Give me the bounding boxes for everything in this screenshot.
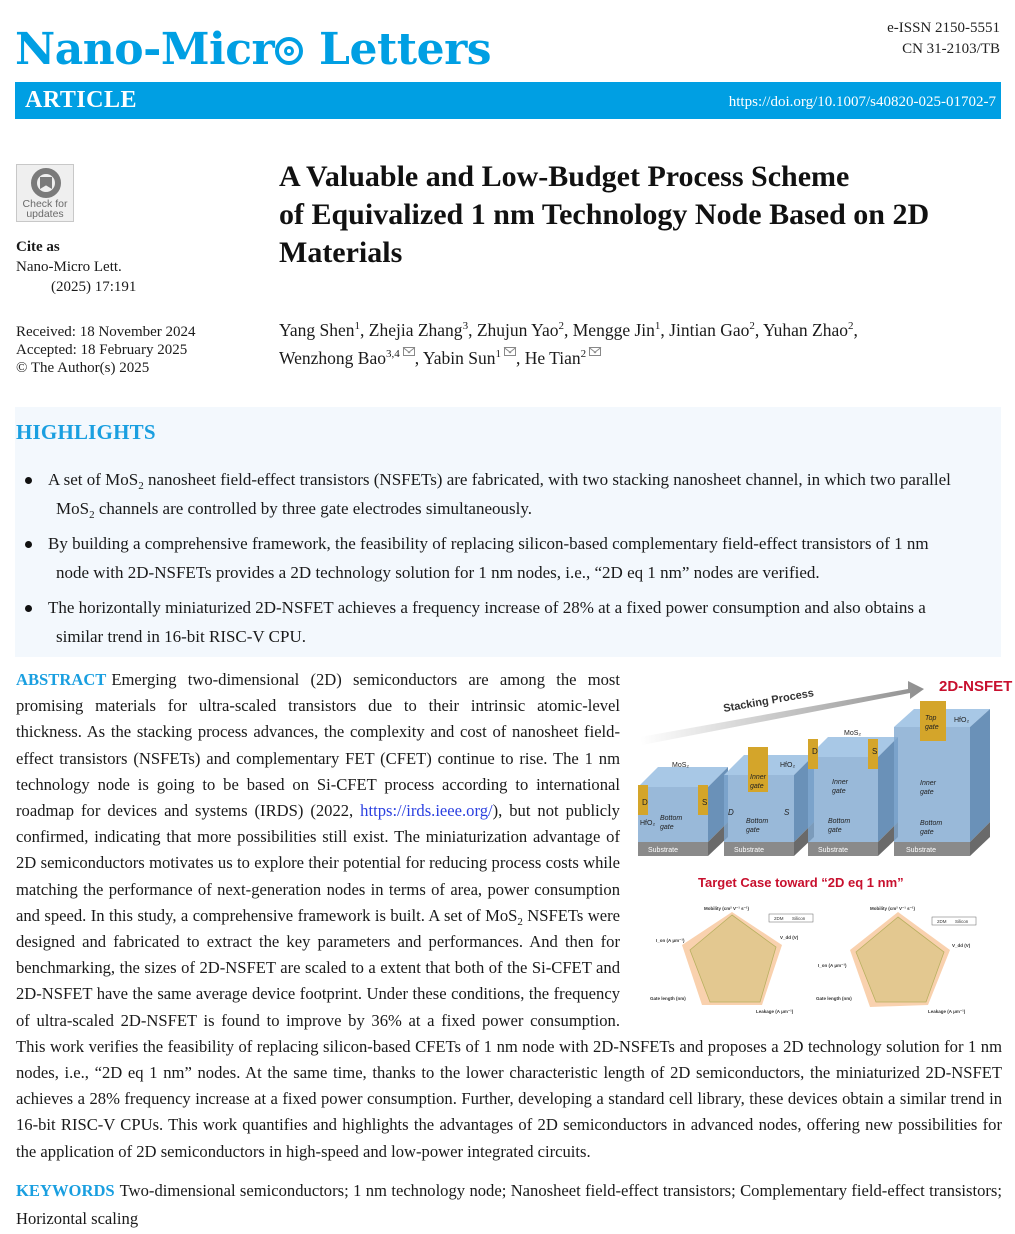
abstract xyxy=(16,667,1013,1165)
cn-number: CN 31-2103/TB xyxy=(902,41,1000,57)
bottom-gate-label: Bottom xyxy=(920,820,943,827)
dates-block xyxy=(16,323,196,377)
radar-axis-label: Leakage (A μm⁻¹) xyxy=(756,1009,794,1014)
legend-2dm: 2DM xyxy=(774,916,784,921)
abstract-text: ), but not publicly confirmed, indicating that more possibilities still exist. The miniaturization advantage of 2D semiconductors motivates us to explore their potential for reducing process costs while matching the performance of next-generation nodes in terms of area, power consumption and speed. In this study, a comprehensive framework is built. A set of MoS xyxy=(16,801,620,925)
device-stack-4 xyxy=(894,701,990,856)
author[interactable]: Zhejia Zhang$^3$ xyxy=(368,320,469,340)
author[interactable]: He Tian$^2$ xyxy=(524,348,587,368)
check-for-updates-button[interactable] xyxy=(16,164,74,222)
hfo2-label: HfO₂ xyxy=(780,762,796,769)
title-line: Materials xyxy=(279,236,403,269)
hfo2-label: HfO₂ xyxy=(640,820,656,827)
author[interactable]: Zhujun Yao$^2$ xyxy=(476,320,564,340)
top-gate-label: Top xyxy=(925,715,937,722)
author[interactable]: Yabin Sun$^1$ xyxy=(422,348,501,368)
title-line: A Valuable and Low-Budget Process Scheme xyxy=(279,160,850,193)
bottom-gate-label: gate xyxy=(920,829,934,836)
author-list: Yang Shen$^1$, Zhejia Zhang$^3$, Zhujun Yao$^2$, Mengge Jin$^1$, Jintian Gao$^2$, Yuhan Zhao$^2$, Wenzhong Bao$^{3,4}$ , Yabin Sun$^1$ , He Tian$^2$ xyxy=(279,320,858,368)
mos2-label: MoS₂ xyxy=(672,762,690,769)
highlight-item: A set of MoS$_2$ nanosheet field-effect transistors (NSFETs) are fabricated, with two stacking nanosheet channel, in which two parallel MoS$_2$ channels are controlled by three gate electrodes simultaneously. xyxy=(23,465,999,523)
journal-title xyxy=(15,24,491,76)
hfo2-label: HfO₂ xyxy=(954,717,970,724)
device-stack-3 xyxy=(808,730,898,856)
accepted-date: Accepted: 18 February 2025 xyxy=(16,342,188,358)
inner-gate-label: Inner xyxy=(832,779,848,786)
email-icon[interactable] xyxy=(403,347,415,356)
target-case-title: Target Case toward “2D eq 1 nm” xyxy=(698,875,904,890)
abstract-text: Emerging two-dimensional (2D) semiconductors are among the most promising materials for ultra-scaled transistors due to their intrinsic atomic-level thickness. As the stacking process advances, the complexity and cost of nanosheet field-effect transistors (NSFETs) and complementary FET (CFET) continue to rise. The 1 nm technology node is going to be based on Si-CFET process according to international roadmap for devices and systems (IRDS) (2022, xyxy=(16,670,620,821)
bookmark-icon xyxy=(31,168,61,198)
stacking-process-label: Stacking Process xyxy=(722,687,815,715)
inner-gate-label: gate xyxy=(920,789,934,796)
drain-label: D xyxy=(728,808,734,817)
graphical-abstract-svg xyxy=(632,667,1013,1015)
check-for-updates-text: Check for updates xyxy=(22,198,68,220)
radar-axis-label: Gate length (nm) xyxy=(650,996,686,1001)
bottom-gate-label: Bottom xyxy=(660,815,683,822)
device-stack-2 xyxy=(724,747,814,856)
highlights-box xyxy=(15,407,1001,657)
bottom-gate-label: gate xyxy=(828,827,842,834)
radar-chart-2 xyxy=(816,906,976,1014)
author[interactable]: Yuhan Zhao$^2$ xyxy=(762,320,854,340)
abstract-label: ABSTRACT xyxy=(16,670,107,689)
e-issn: e-ISSN 2150-5551 xyxy=(887,20,1000,36)
author[interactable]: Wenzhong Bao$^{3,4}$ xyxy=(279,348,400,368)
journal-name-part1: Nano-Micr xyxy=(15,24,275,75)
legend-silicon: Silicon xyxy=(955,919,969,924)
author[interactable]: Mengge Jin$^1$ xyxy=(572,320,661,340)
drain-label: D xyxy=(642,798,648,807)
issn-block xyxy=(887,18,1000,60)
journal-name-part2: Letters xyxy=(304,24,492,75)
source-label: S xyxy=(784,808,790,817)
author[interactable]: Yang Shen$^1$ xyxy=(279,320,361,340)
keywords xyxy=(16,1177,1002,1233)
copyright: © The Author(s) 2025 xyxy=(16,360,150,376)
inner-gate-label: gate xyxy=(750,783,764,790)
stacking-arrow-icon xyxy=(640,681,924,745)
highlights-heading: HIGHLIGHTS xyxy=(16,420,156,444)
substrate-label: Substrate xyxy=(906,847,936,854)
inner-gate-label: Inner xyxy=(920,780,936,787)
inner-gate-label: gate xyxy=(832,788,846,795)
radar-chart-1 xyxy=(650,906,813,1014)
title-line: of Equivalized 1 nm Technology Node Based on 2D xyxy=(279,198,930,231)
irds-link[interactable]: https://irds.ieee.org/ xyxy=(360,801,493,821)
substrate-label: Substrate xyxy=(818,847,848,854)
radar-axis-label: V_dd (V) xyxy=(780,935,799,940)
journal-logo-o-icon xyxy=(275,37,303,65)
device-stack-1 xyxy=(638,762,728,856)
bottom-gate-label: gate xyxy=(660,824,674,831)
email-icon[interactable] xyxy=(504,347,516,356)
source-label: S xyxy=(872,747,878,756)
radar-axis-label: V_dd (V) xyxy=(952,943,971,948)
highlight-item: The horizontally miniaturized 2D-NSFET achieves a frequency increase of 28% at a fixed power consumption and also obtains a similar trend in 16-bit RISC-V CPU. xyxy=(23,593,999,651)
bottom-gate-label: gate xyxy=(746,827,760,834)
keywords-text: Two-dimensional semiconductors; 1 nm technology node; Nanosheet field-effect transistors; Complementary field-effect transistors; Horizontal scaling xyxy=(16,1181,1002,1228)
keywords-label: KEYWORDS xyxy=(16,1181,115,1200)
cite-volume: (2025) 17:191 xyxy=(51,279,137,295)
radar-axis-label: Leakage (A μm⁻¹) xyxy=(928,1009,966,1014)
subscript: 2 xyxy=(517,915,523,928)
radar-axis-label: I_on (A μm⁻¹) xyxy=(656,938,685,943)
radar-axis-label: I_on (A μm⁻¹) xyxy=(818,963,847,968)
author[interactable]: Jintian Gao$^2$ xyxy=(669,320,755,340)
cite-as-block xyxy=(16,237,136,297)
highlight-item: By building a comprehensive framework, the feasibility of replacing silicon-based complementary field-effect transistors of 1 nm node with 2D-NSFETs provides a 2D technology solution for 1 nm nodes, i.e., “2D eq 1 nm” nodes are verified. xyxy=(23,529,999,587)
mos2-label: MoS₂ xyxy=(844,730,862,737)
substrate-label: Substrate xyxy=(734,847,764,854)
cite-heading: Cite as xyxy=(16,239,60,255)
highlights-list xyxy=(23,465,999,657)
article-type-label: ARTICLE xyxy=(25,87,138,113)
email-icon[interactable] xyxy=(589,347,601,356)
radar-axis-label: Gate length (nm) xyxy=(816,996,852,1001)
legend-silicon: Silicon xyxy=(792,916,806,921)
bottom-gate-label: Bottom xyxy=(828,818,851,825)
inner-gate-label: Inner xyxy=(750,774,766,781)
2d-nsfet-label: 2D-NSFET xyxy=(939,678,1013,695)
graphical-abstract-figure xyxy=(632,667,1013,1015)
abstract-text: NSFETs were designed and fabricated to extract the key parameters and performances. And then for benchmarking, the sizes of 2D-NSFET are scaled to a extent that both of the Si-CFET and 2D-NSFET have the same average device footprint. Under these conditions, the frequency of ultra-scaled 2D-NSFET is found to improve by 36% at a fixed power consumption. This work verifies the feasibility of replacing silicon-based CFETs of 1 nm node with 2D-NSFETs and proposes a 2D technology solution for 1 nm nodes, i.e., “2D eq 1 nm” nodes. At the same time, thanks to the lower characteristic length of 2D semiconductors, the miniaturized 2D-NSFET achieves a 28% frequency increase at a fixed power consumption. Further, developing a standard cell library, these devices obtain a similar trend in 16-bit RISC-V CPUs. This work quantifies and highlights the advantages of 2D semiconductors in advanced nodes, offering new possibilities for the application of 2D semiconductors in high-speed and low-power integrated circuits. xyxy=(16,905,1002,1161)
source-label: S xyxy=(702,798,708,807)
article-banner xyxy=(15,82,1001,119)
top-gate-label: gate xyxy=(925,724,939,731)
cite-journal: Nano-Micro Lett. xyxy=(16,259,122,275)
paper-title xyxy=(279,158,999,272)
substrate-label: Substrate xyxy=(648,847,678,854)
received-date: Received: 18 November 2024 xyxy=(16,324,196,340)
drain-label: D xyxy=(812,747,818,756)
bottom-gate-label: Bottom xyxy=(746,818,769,825)
radar-axis-label: Mobility (cm² V⁻¹ s⁻¹) xyxy=(704,906,749,911)
legend-2dm: 2DM xyxy=(937,919,947,924)
radar-axis-label: Mobility (cm² V⁻¹ s⁻¹) xyxy=(870,906,915,911)
doi-link[interactable]: https://doi.org/10.1007/s40820-025-01702-7 xyxy=(728,94,996,110)
